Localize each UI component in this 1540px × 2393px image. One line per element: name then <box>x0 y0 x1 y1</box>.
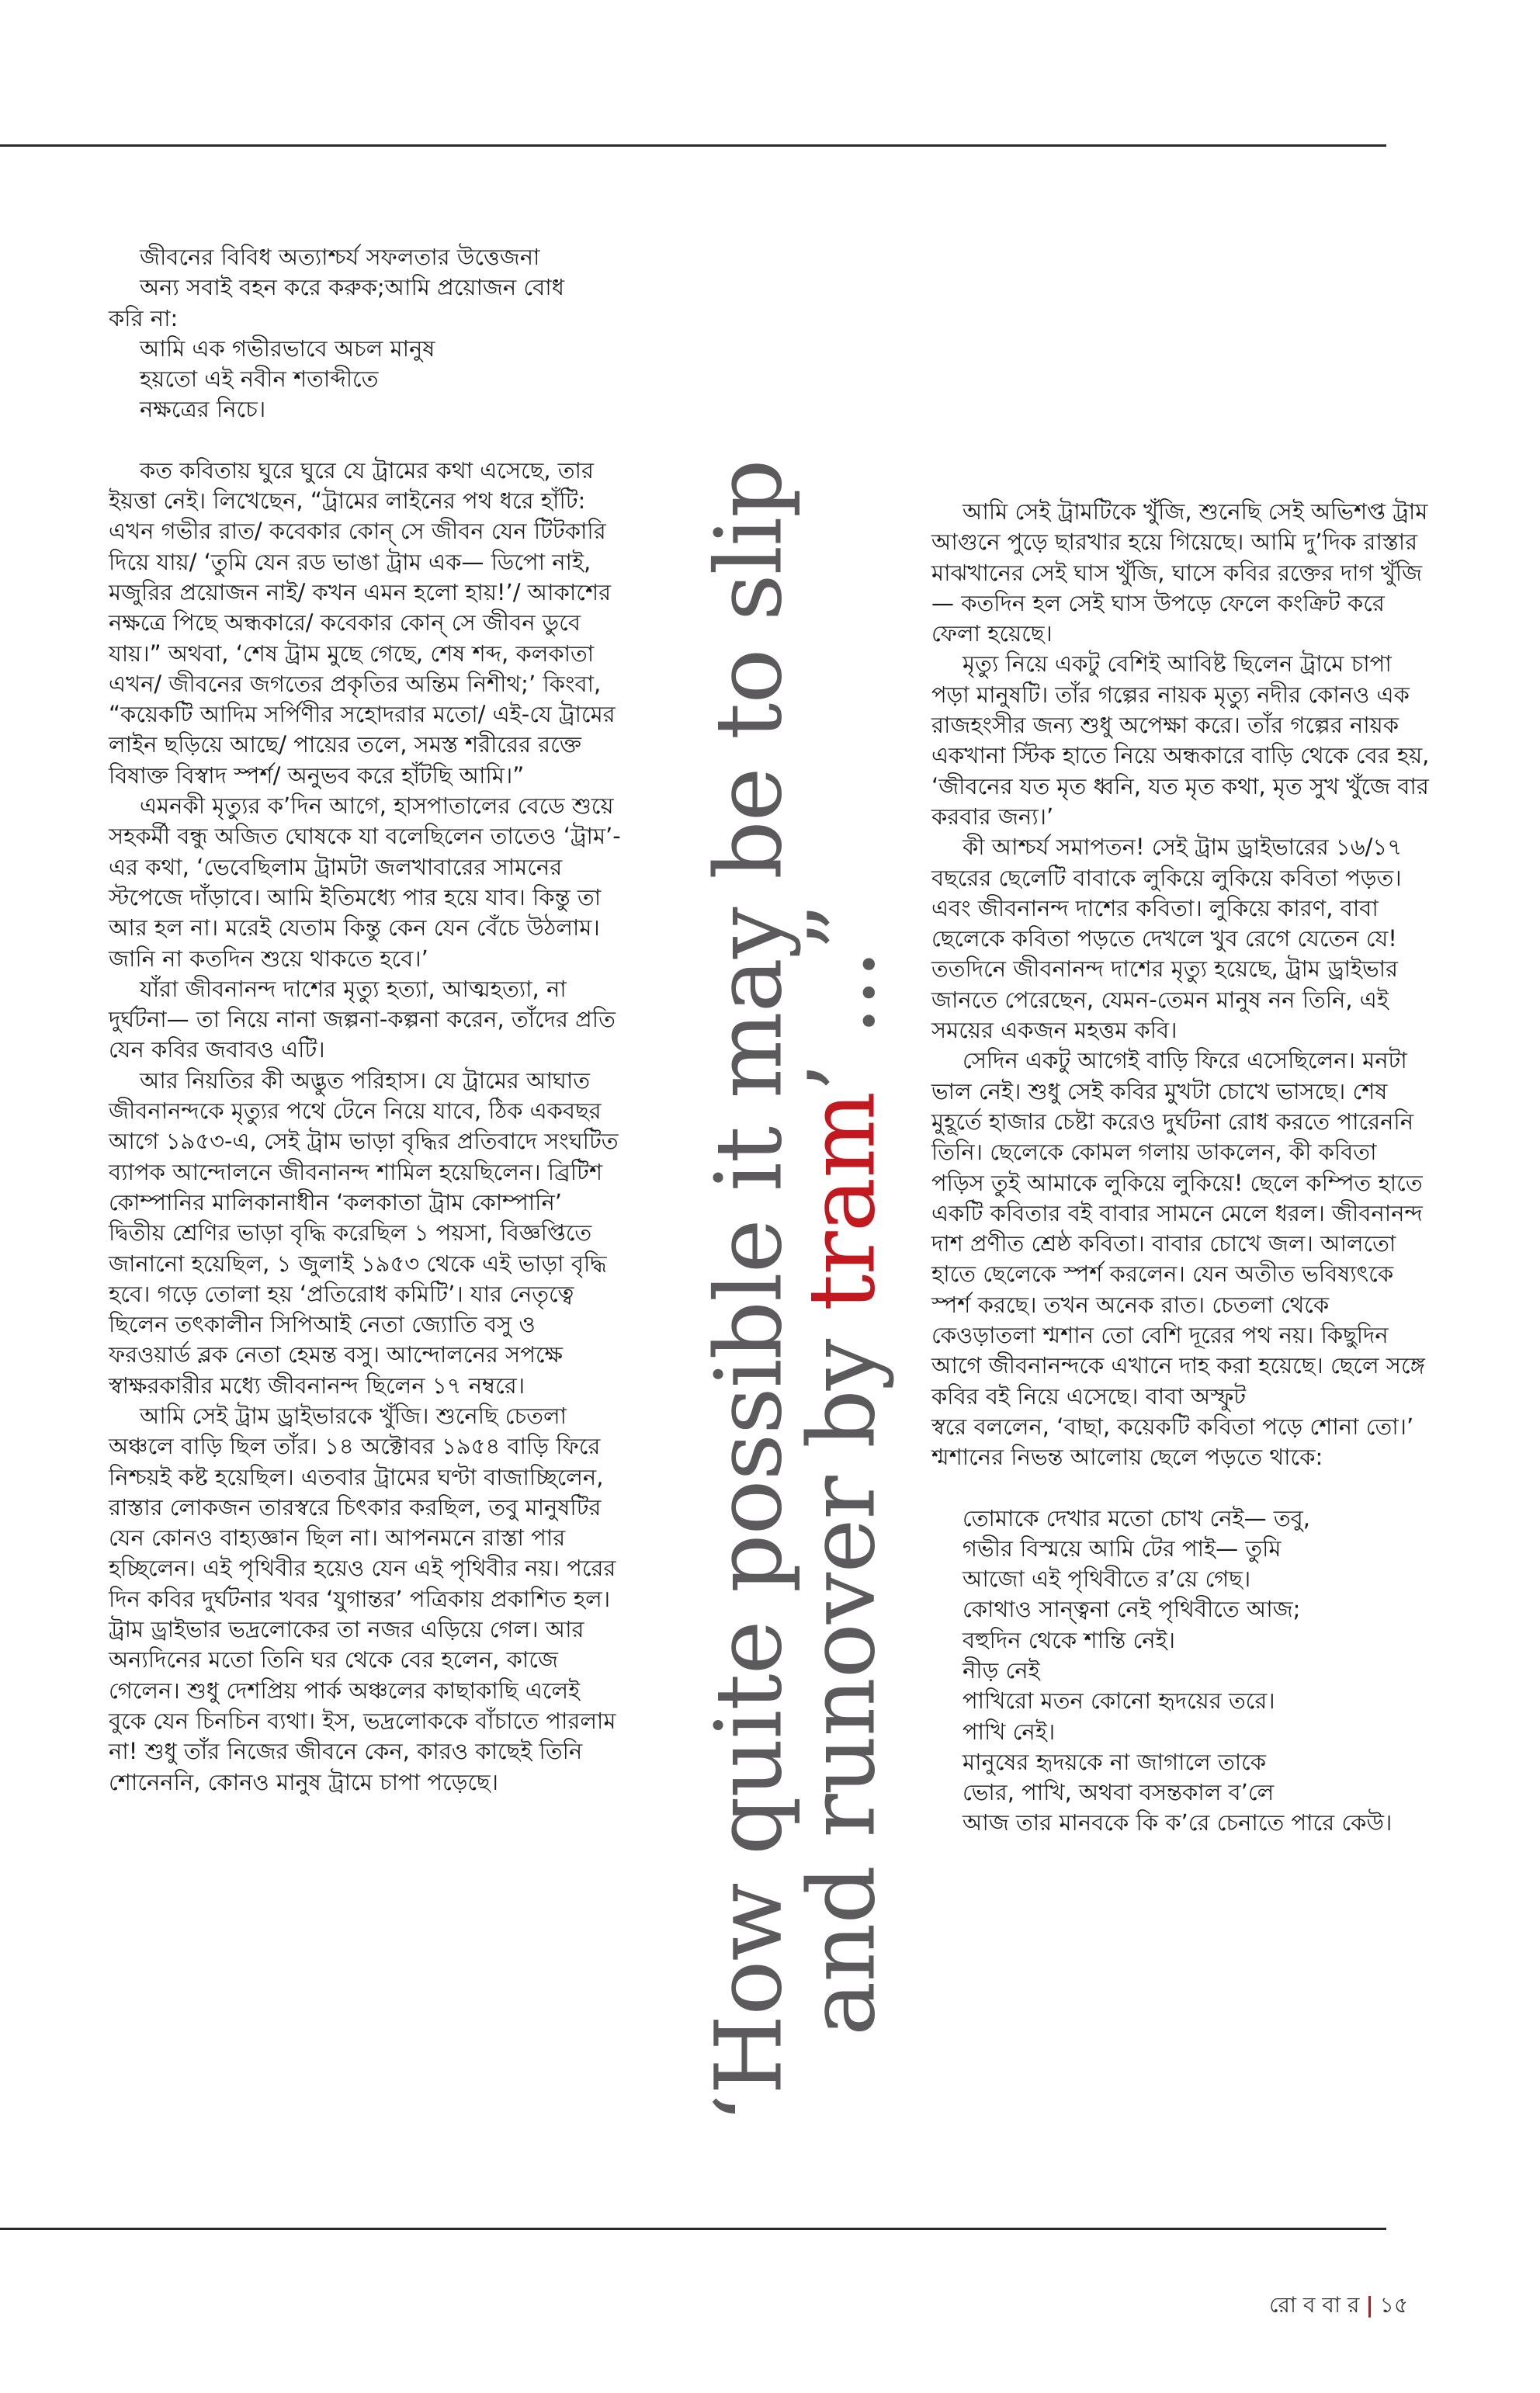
poem-line: করি না: <box>109 304 179 331</box>
poem-line: কোথাও সান্ত্বনা নেই পৃথিবীতে আজ; <box>962 1596 1301 1623</box>
bottom-rule <box>0 2228 1386 2230</box>
poem-line: মানুষের হৃদয়কে না জাগালে তাকে <box>962 1748 1267 1775</box>
top-rule <box>0 144 1386 147</box>
body-paragraph: আমি সেই ট্রাম ড্রাইভারকে খুঁজি। শুনেছি চেতলা অঞ্চলে বাড়ি ছিল তাঁর। ১৪ অক্টোবর ১৯৫৪ বাড়ি ফিরে নিশ্চয়ই কষ্ট হয়েছিল। এতবার ট্রামের ঘণ্টা বাজাচ্ছিলেন, রাস্তার লোকজন তারস্বরে চিৎকার করছিল, তবু মানুষটির যেন কোনও বাহ্যজ্ঞান ছিল না। আপনমনে রাস্তা পার হচ্ছিলেন। এই পৃথিবীর হয়েও যেন এই পৃথিবীর নয়। পরের দিন কবির দুর্ঘটনার খবর ‘যুগান্তর’ পত্রিকায় প্রকাশিত হল। ট্রাম ড্রাইভার ভদ্রলোকের তা নজর এড়িয়ে গেল। আর অন্যদিনের মতো তিনি ঘর থেকে বের হলেন, কাজে গেলেন। শুধু দেশপ্রিয় পার্ক অঞ্চলের কাছাকাছি এলেই বুকে যেন চিনচিন ব্যথা। ইস, ভদ্রলোককে বাঁচাতে পারলাম না! শুধু তাঁর নিজের জীবনে কেন, কারও কাছেই তিনি শোনেননি, কোনও মানুষ ট্রামে চাপা পড়েছে। <box>109 1402 616 1795</box>
pull-quote-line-2 <box>789 221 896 2123</box>
poem-line: জীবনের বিবিধ অত্যাশ্চর্য সফলতার উত্তেজনা <box>140 244 540 270</box>
poem-line: অন্য সবাই বহন করে করুক;আমি প্রয়োজন বোধ <box>140 274 564 301</box>
poem-line: নীড় নেই <box>962 1656 1040 1684</box>
poem-line: বহুদিন থেকে শান্তি নেই। <box>962 1626 1176 1653</box>
body-paragraph: স্বরে বললেন, ‘বাছা, কয়েকটি কবিতা পড়ে শোনা তো।’ শ্মশানের নিভন্ত আলোয় ছেলে পড়তে থাকে: <box>931 1413 1414 1471</box>
poem-line: আমি এক গভীরভাবে অচল মানুষ <box>140 335 435 362</box>
body-paragraph: কী আশ্চর্য সমাপতন! সেই ট্রাম ড্রাইভারের ১৬/১৭ বছরের ছেলেটি বাবাকে লুকিয়ে লুকিয়ে কবিতা পড়ত। এবং জীবনানন্দ দাশের কবিতা। লুকিয়ে কারণ, বাবা ছেলেকে কবিতা পড়তে দেখলে খুব রেগে যেতেন যে! ততদিনে জীবনানন্দ দাশের মৃত্যু হয়েছে, ট্রাম ড্রাইভার জানতে পেরেছেন, যেমন-তেমন মানুষ নন তিনি, এই সময়ের একজন মহত্তম কবি। <box>931 834 1403 1044</box>
pull-quote-text: and runover by <box>789 1311 896 2036</box>
poem-line: নক্ষত্রের নিচে। <box>140 396 266 423</box>
poem-line: ভোর, পাখি, অথবা বসন্তকাল ব’লে <box>962 1779 1275 1806</box>
footer-separator: | <box>1365 2292 1374 2318</box>
pull-quote-container <box>668 221 924 2123</box>
body-paragraph: আর নিয়তির কী অদ্ভুত পরিহাস। যে ট্রামের আঘাত জীবনানন্দকে মৃত্যুর পথে টেনে নিয়ে যাবে, ঠিক একবছর আগে ১৯৫৩-এ, সেই ট্রাম ভাড়া বৃদ্ধির প্রতিবাদে সংঘটিত ব্যাপক আন্দোলনে জীবনানন্দ শামিল হয়েছিলেন। ব্রিটিশ কোম্পানির মালিকানাধীন ‘কলকাতা ট্রাম কোম্পানি’ দ্বিতীয় শ্রেণির ভাড়া বৃদ্ধি করেছিল ১ পয়সা, বিজ্ঞপ্তিতে জানানো হয়েছিল, ১ জুলাই ১৯৫৩ থেকে এই ভাড়া বৃদ্ধি হবে। গড়ে তোলা হয় ‘প্রতিরোধ কমিটি’। যার নেতৃত্বে ছিলেন তৎকালীন সিপিআই নেতা জ্যোতি বসু ও ফরওয়ার্ড ব্লক নেতা হেমন্ত বসু। আন্দোলনের সপক্ষে স্বাক্ষরকারীর মধ্যে জীবনানন্দ ছিলেন ১৭ নম্বরে। <box>109 1066 619 1399</box>
closing-poem <box>931 1503 1436 1839</box>
right-column <box>931 497 1436 1839</box>
page-footer <box>1269 2288 1408 2325</box>
pull-quote-text-end: ’ ...” <box>789 904 896 1092</box>
left-column <box>109 242 621 1798</box>
body-paragraph: আমি সেই ট্রামটিকে খুঁজি, শুনেছি সেই অভিশপ্ত ট্রাম আগুনে পুড়ে ছারখার হয়ে গিয়েছে। আমি দু’দিক রাস্তার মাঝখানের সেই ঘাস খুঁজি, ঘাসে কবির রক্তের দাগ খুঁজি— কতদিন হল সেই ঘাস উপড়ে ফেলে কংক্রিট করে ফেলা হয়েছে। <box>931 498 1428 647</box>
body-paragraph: যাঁরা জীবনানন্দ দাশের মৃত্যু হত্যা, আত্মহত্যা, না দুর্ঘটনা— তা নিয়ে নানা জল্পনা-কল্পনা করেন, তাঁদের প্রতি যেন কবির জবাবও এটি। <box>109 975 616 1063</box>
pull-quote-highlight: tram <box>789 1091 896 1312</box>
body-paragraph: মৃত্যু নিয়ে একটু বেশিই আবিষ্ট ছিলেন ট্রামে চাপা পড়া মানুষটি। তাঁর গল্পের নায়ক মৃত্যু নদীর কোনও এক রাজহংসীর জন্য শুধু অপেক্ষা করে। তাঁর গল্পের নায়ক একখানা স্টিক হাতে নিয়ে অন্ধকারে বাড়ি থেকে বের হয়, ‘জীবনের যত মৃত ধ্বনি, যত মৃত কথা, মৃত সুখ খুঁজে বার করবার জন্য।’ <box>931 650 1430 830</box>
pull-quote-line-1: ‘How quite possible it may be to slip <box>695 460 803 2123</box>
publication-name: রো ব বা র <box>1269 2292 1360 2318</box>
poem-line: পাখি নেই। <box>962 1718 1056 1745</box>
pull-quote <box>695 221 896 2123</box>
poem-line: তোমাকে দেখার মতো চোখ নেই— তবু, <box>962 1504 1310 1531</box>
page-number: ১৫ <box>1379 2292 1408 2318</box>
poem-line: হয়তো এই নবীন শতাব্দীতে <box>140 366 379 393</box>
poem-line: আজ তার মানবকে কি ক’রে চেনাতে পারে কেউ। <box>962 1809 1393 1836</box>
poem-line: আজো এই পৃথিবীতে র’য়ে গেছ। <box>962 1566 1251 1593</box>
opening-poem <box>109 242 621 425</box>
body-paragraph: এমনকী মৃত্যুর ক’দিন আগে, হাসপাতালের বেডে শুয়ে সহকর্মী বন্ধু অজিত ঘোষকে যা বলেছিলেন তাতেও ‘ট্রাম’-এর কথা, ‘ভেবেছিলাম ট্রামটা জলখাবারের সামনের স্টপেজে দাঁড়াবে। আমি ইতিমধ্যে পার হয়ে যাব। কিন্তু তা আর হল না। মরেই যেতাম কিন্তু কেন যেন বেঁচে উঠলাম। জানি না কতদিন শুয়ে থাকতে হবে।’ <box>109 792 621 972</box>
poem-line: পাখিরো মতন কোনো হৃদয়ের তরে। <box>962 1687 1275 1715</box>
poem-line: গভীর বিস্ময়ে আমি টের পাই— তুমি <box>962 1535 1282 1562</box>
body-paragraph: কত কবিতায় ঘুরে ঘুরে যে ট্রামের কথা এসেছে, তার ইয়ত্তা নেই। লিখেছেন, “ট্রামের লাইনের পথ ধরে হাঁটি: এখন গভীর রাত/ কবেকার কোন্ সে জীবন যেন টিটকারি দিয়ে যায়/ ‘তুমি যেন রড ভাঙা ট্রাম এক— ডিপো নাই, মজুরির প্রয়োজন নাই/ কখন এমন হলো হায়!’/ আকাশের নক্ষত্রে পিছে অন্ধকারে/ কবেকার কোন্ সে জীবন ডুবে যায়।” অথবা, ‘শেষ ট্রাম মুছে গেছে, শেষ শব্দ, কলকাতা এখন/ জীবনের জগতের প্রকৃতির অন্তিম নিশীথ;’ কিংবা, “কয়েকটি আদিম সর্পিণীর সহোদরার মতো/ এই-যে ট্রামের লাইন ছড়িয়ে আছে/ পায়ের তলে, সমস্ত শরীরের রক্তে বিষাক্ত বিস্বাদ স্পর্শ/ অনুভব করে হাঁটছি আমি।” <box>109 456 616 789</box>
body-paragraph: সেদিন একটু আগেই বাড়ি ফিরে এসেছিলেন। মনটা ভাল নেই। শুধু সেই কবির মুখটা চোখে ভাসছে। শেষ মুহূর্তে হাজার চেষ্টা করেও দুর্ঘটনা রোধ করতে পারেননি তিনি। ছেলেকে কোমল গলায় ডাকলেন, কী কবিতা পড়িস তুই আমাকে লুকিয়ে লুকিয়ে! ছেলে কম্পিত হাতে একটি কবিতার বই বাবার সামনে মেলে ধরল। জীবনানন্দ দাশ প্রণীত শ্রেষ্ঠ কবিতা। বাবার চোখে জল। আলতো হাতে ছেলেকে স্পর্শ করলেন। যেন অতীত ভবিষ্যৎকে স্পর্শ করছে। তখন অনেক রাত। চেতলা থেকে কেওড়াতলা শ্মশান তো বেশি দূরের পথ নয়। কিছুদিন আগে জীবনানন্দকে এখানে দাহ করা হয়েছে। ছেলে সঙ্গে কবির বই নিয়ে এসেছে। বাবা অস্ফুট <box>931 1047 1425 1410</box>
